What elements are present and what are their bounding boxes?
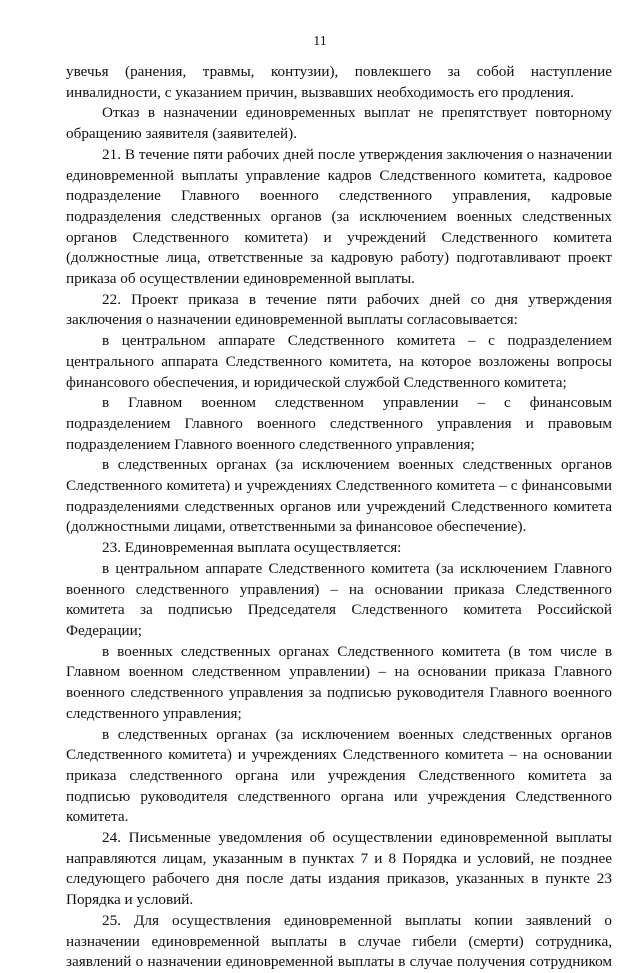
paragraph-item-23: 23. Единовременная выплата осуществляется: xyxy=(102,539,402,557)
paragraph: в Главном военном следственном управлении – с финансовым подразделением Главного военного следственного управления и правовым подразделением Главного военного следственного управления; xyxy=(66,394,612,453)
paragraph: в центральном аппарате Следственного комитета (за исключением Главного военного следственного управления) – на основании приказа Следственного комитета за подписью Председателя Следственного комитета Российской Федерации; xyxy=(66,559,612,639)
page-number: 11 xyxy=(313,34,327,49)
paragraph: в следственных органах (за исключением военных следственных органов Следственного комитета) и учреждениях Следственного комитета – на основании приказа следственного органа или учреждения Следственного комитета за подписью руководителя следственного органа или учреждения Следственного комитета. xyxy=(66,725,612,826)
paragraph: Отказ в назначении единовременных выплат не препятствует повторному обращению заявителя (заявителей). xyxy=(66,104,612,143)
paragraph: увечья (ранения, травмы, контузии), повлекшего за собой наступление инвалидности, с указанием причин, вызвавших необходимость его продления. xyxy=(66,63,612,101)
document-body xyxy=(66,62,612,973)
paragraph-item-21: 21. В течение пяти рабочих дней после утверждения заключения о назначении единовременной выплаты управление кадров Следственного комитета, кадровое подразделение Главного военного следственного управления, кадровые подразделения следственных органов (за исключением военных следственных органов Следственного комитета) и учреждений Следственного комитета (должностные лица, ответственные за кадровую работу) подготавливают проект приказа об осуществлении единовременной выплаты. xyxy=(66,145,612,288)
paragraph-item-24: 24. Письменные уведомления об осуществлении единовременной выплаты направляются лицам, указанным в пунктах 7 и 8 Порядка и условий, не позднее следующего рабочего дня после даты издания приказов, указанных в пункте 23 Порядка и условий. xyxy=(66,829,612,909)
paragraph: в следственных органах (за исключением военных следственных органов Следственного комитета) и учреждениях Следственного комитета – с финансовыми подразделениями следственных органов или учреждений Следственного комитета (должностными лицами, ответственными за финансовое обеспечение). xyxy=(66,456,612,536)
paragraph-item-22: 22. Проект приказа в течение пяти рабочих дней со дня утверждения заключения о назначении единовременной выплаты согласовывается: xyxy=(66,290,612,329)
paragraph: в центральном аппарате Следственного комитета – с подразделением центрального аппарата Следственного комитета, на которое возложены вопросы финансового обеспечения, и юридической службой Следственного комитета; xyxy=(66,332,612,391)
paragraph-item-25: 25. Для осуществления единовременной выплаты копии заявлений о назначении единовременной выплаты в случае гибели (смерти) сотрудника, заявлений о назначении единовременной выплаты в случае получения сотрудником xyxy=(66,911,612,971)
paragraph: в военных следственных органах Следственного комитета (в том числе в Главном военном следственном управлении) – на основании приказа Главного военного следственного управления за подписью руководителя Главного военного следственного управления; xyxy=(66,642,612,722)
